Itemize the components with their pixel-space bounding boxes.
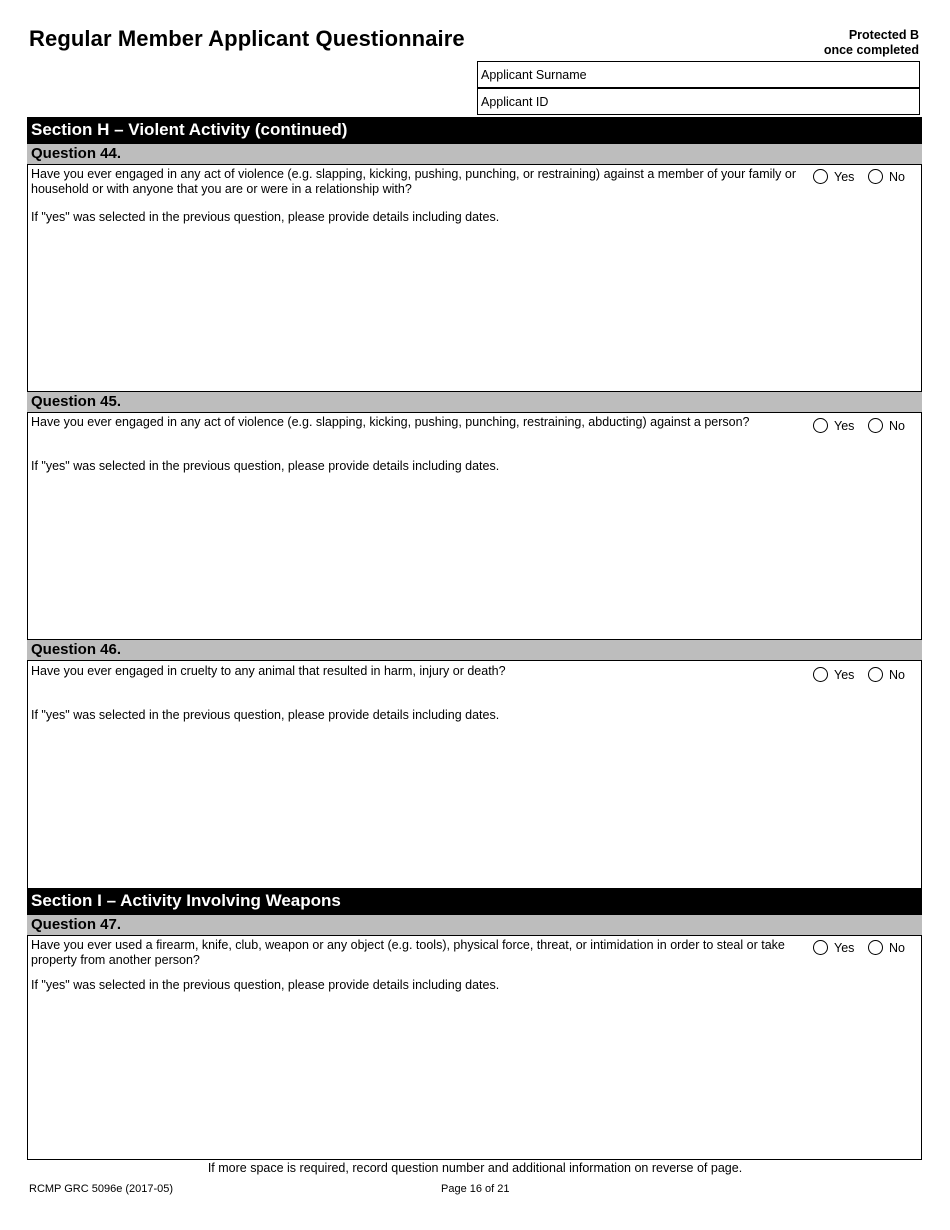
question-45-header: Question 45. [27, 391, 922, 413]
radio-circle-icon [868, 940, 883, 955]
question-46-yes-radio[interactable] [813, 667, 854, 682]
question-47-details-prompt: If "yes" was selected in the previous question, please provide details including dates. [31, 978, 500, 992]
question-47-yes-radio[interactable] [813, 940, 854, 955]
question-44-details-input[interactable] [30, 228, 923, 390]
question-44-no-radio[interactable] [868, 169, 905, 184]
form-number: RCMP GRC 5096e (2017-05) [29, 1183, 174, 1195]
radio-circle-icon [868, 418, 883, 433]
radio-no-label: No [889, 667, 905, 682]
radio-circle-icon [868, 667, 883, 682]
question-44-details-prompt: If "yes" was selected in the previous question, please provide details including dates. [31, 210, 500, 224]
protected-label [824, 28, 919, 58]
question-47-no-radio[interactable] [868, 940, 905, 955]
question-47-details-input[interactable] [30, 996, 923, 1160]
question-46-details-input[interactable] [30, 726, 923, 888]
radio-circle-icon [813, 169, 828, 184]
applicant-surname-label: Applicant Surname [481, 68, 587, 82]
applicant-surname-field[interactable] [477, 61, 920, 88]
radio-no-label: No [889, 940, 905, 955]
applicant-id-field[interactable] [477, 88, 920, 115]
radio-yes-label: Yes [834, 418, 855, 433]
radio-yes-label: Yes [834, 940, 855, 955]
question-44-text: Have you ever engaged in any act of violence (e.g. slapping, kicking, pushing, punching, or restraining) against a member of your family or household or with anyone that you are or were in a relationship with? [31, 167, 797, 196]
question-46-details-prompt: If "yes" was selected in the previous question, please provide details including dates. [31, 708, 500, 722]
radio-yes-label: Yes [834, 667, 855, 682]
question-44-header: Question 44. [27, 143, 922, 165]
question-45-text: Have you ever engaged in any act of violence (e.g. slapping, kicking, pushing, punching, restraining, abducting) against a person? [31, 415, 750, 429]
question-47-header: Question 47. [27, 914, 922, 936]
question-46-header: Question 46. [27, 639, 922, 661]
form-title: Regular Member Applicant Questionnaire [29, 26, 465, 51]
question-45-yes-radio[interactable] [813, 418, 854, 433]
radio-circle-icon [813, 418, 828, 433]
radio-no-label: No [889, 418, 905, 433]
page-number: Page 16 of 21 [441, 1183, 510, 1195]
protected-line-1: Protected B [848, 28, 919, 42]
section-i-header: Section I – Activity Involving Weapons [27, 888, 922, 914]
radio-circle-icon [813, 667, 828, 682]
question-45-details-input[interactable] [30, 477, 923, 639]
radio-circle-icon [868, 169, 883, 184]
radio-circle-icon [813, 940, 828, 955]
protected-line-2: once completed [823, 43, 919, 57]
section-h-header: Section H – Violent Activity (continued) [27, 117, 922, 143]
question-45-details-prompt: If "yes" was selected in the previous question, please provide details including dates. [31, 459, 500, 473]
applicant-id-label: Applicant ID [481, 95, 549, 109]
question-45-no-radio[interactable] [868, 418, 905, 433]
question-44-yes-radio[interactable] [813, 169, 854, 184]
radio-yes-label: Yes [834, 169, 855, 184]
radio-no-label: No [889, 169, 905, 184]
question-46-text: Have you ever engaged in cruelty to any animal that resulted in harm, injury or death? [31, 664, 506, 678]
question-47-text: Have you ever used a firearm, knife, club, weapon or any object (e.g. tools), physical force, threat, or intimidation in order to steal or take property from another person? [31, 938, 785, 967]
footer-note: If more space is required, record question number and additional information on reverse of page. [207, 1161, 743, 1175]
question-46-no-radio[interactable] [868, 667, 905, 682]
